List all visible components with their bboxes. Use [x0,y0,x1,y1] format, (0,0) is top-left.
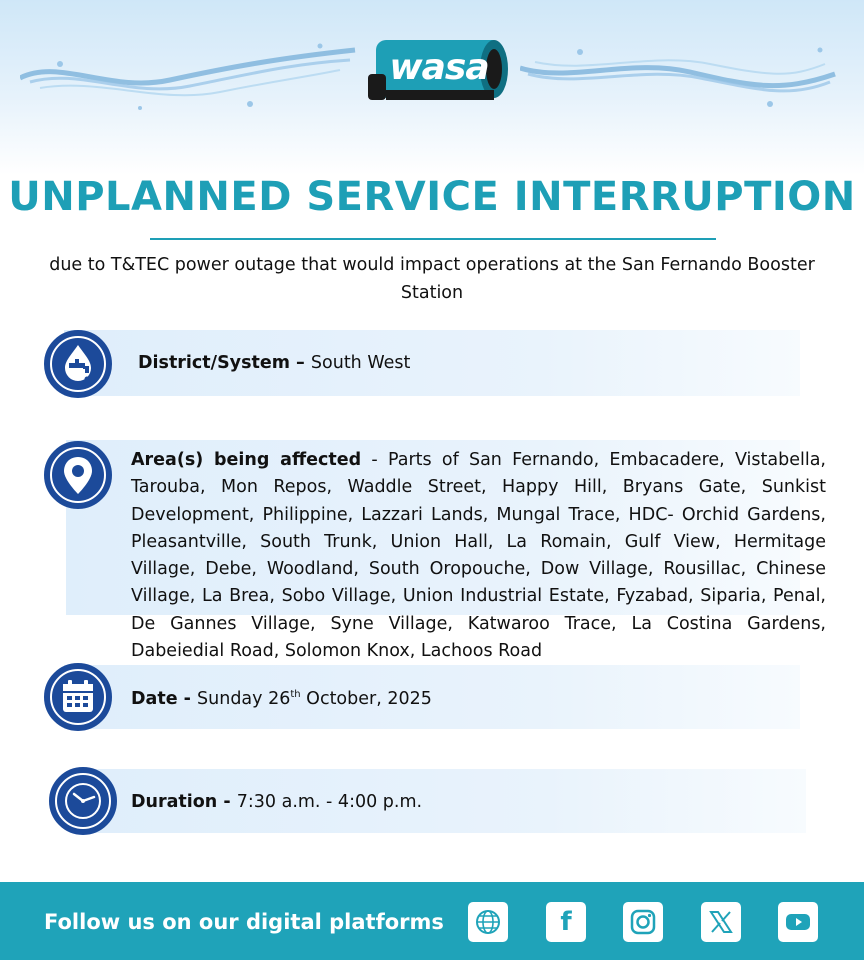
areas-separator: - [361,450,388,470]
duration-icon-badge [49,767,117,835]
x-icon [706,907,736,937]
page-title: UNPLANNED SERVICE INTERRUPTION [8,174,856,220]
district-separator: – [289,353,311,373]
wasa-logo [366,34,512,104]
date-ordinal: th [290,689,301,701]
location-pin-icon [47,444,109,506]
district-icon-badge [44,330,112,398]
website-button[interactable] [468,902,508,942]
facebook-icon: f [560,907,572,937]
date-row [131,686,432,713]
duration-label: Duration [131,792,218,812]
date-month-year: October, 2025 [300,689,432,709]
youtube-icon [783,907,813,937]
areas-text [131,447,826,665]
date-label: Date [131,689,178,709]
district-label: District/System [138,353,290,373]
district-value: South West [310,353,411,373]
footer-text: Follow us on our digital platforms [44,910,444,934]
date-separator: - [177,689,198,709]
areas-label: Area(s) being affected [131,450,362,470]
water-tap-icon [47,333,109,395]
areas-icon-badge [44,441,112,509]
areas-value: Parts of San Fernando, Embacadere, Vistabella, Tarouba, Mon Repos, Waddle Street, Happy Hill, Bryans Gate, Sunkist Development, Philippine, Lazzari Lands, Mungal Trace, HDC- Orchid Gardens, Pleasantville, South Trunk, Union Hall, La Romain, Gulf View, Hermitage Village, Debe, Woodland, South Oropouche, Dow Village, Rousillac, Chinese Village, La Brea, Sobo Village, Union Industrial Estate, Fyzabad, Siparia, Penal, De Gannes Village, Syne Village, Katwaroo Trace, La Costina Gardens, Dabeiedial Road, Solomon Knox, Lachoos Road [131,450,826,662]
globe-icon [473,907,503,937]
instagram-button[interactable] [623,902,663,942]
x-button[interactable] [701,902,741,942]
district-row [138,350,410,377]
calendar-icon [47,666,109,728]
youtube-button[interactable] [778,902,818,942]
date-icon-badge [44,663,112,731]
subtitle: due to T&TEC power outage that would impact operations at the San Fernando Booster Station [49,255,815,303]
facebook-button[interactable] [546,902,586,942]
duration-value: 7:30 a.m. - 4:00 p.m. [236,792,423,812]
logo-text: wasa [389,47,489,88]
water-splash-left-icon [20,38,360,118]
instagram-icon [628,907,658,937]
duration-separator: - [217,792,237,812]
title-divider [150,238,716,240]
water-splash-right-icon [520,38,840,118]
footer-bar [0,882,864,960]
clock-icon [52,770,114,832]
date-day: Sunday 26 [197,689,291,709]
duration-row [131,789,422,816]
